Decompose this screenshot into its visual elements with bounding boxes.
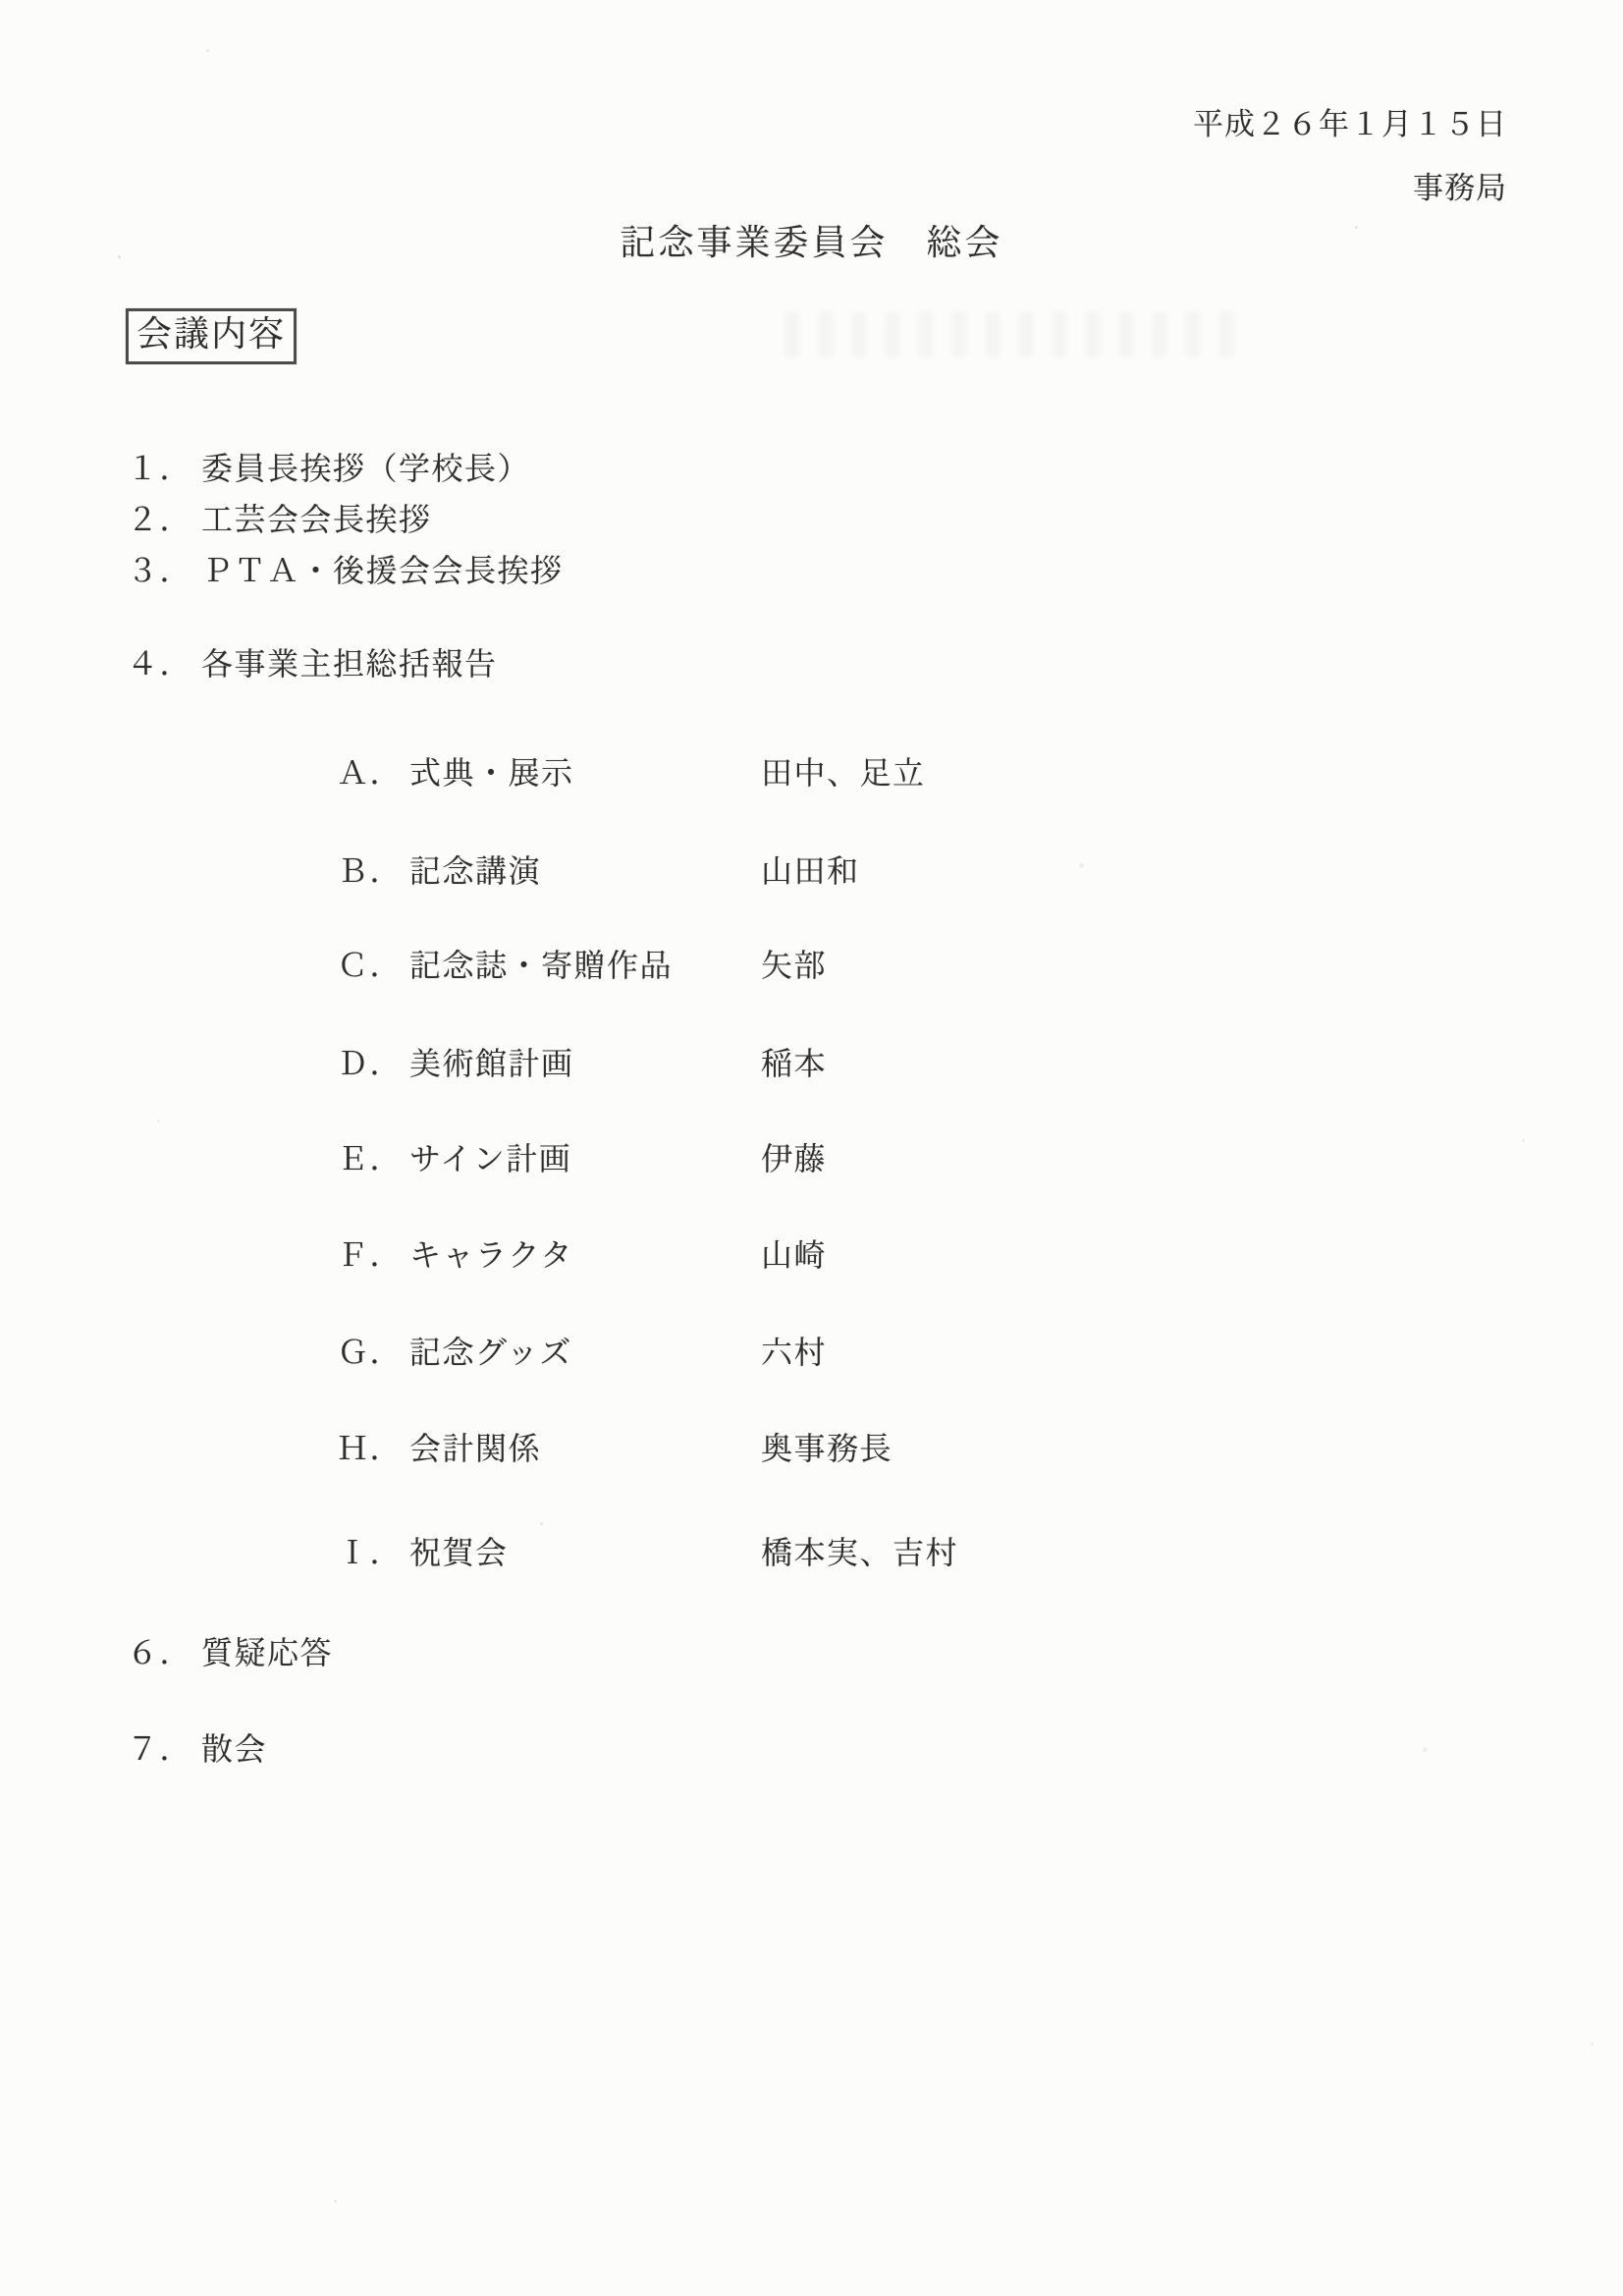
report-letter: Ｈ． — [337, 1431, 404, 1466]
report-row-g — [337, 1328, 1417, 1373]
agenda-item-number: ３． — [127, 553, 193, 588]
report-task: 美術館計画 — [409, 1046, 574, 1081]
report-person: 奥事務長 — [761, 1431, 893, 1466]
report-letter: Ｉ． — [337, 1535, 404, 1570]
agenda-item-3 — [127, 546, 564, 591]
report-row-i — [337, 1528, 1417, 1573]
report-task: サイン計画 — [409, 1141, 572, 1176]
report-row-h — [337, 1424, 1417, 1469]
report-person: 稲本 — [761, 1046, 828, 1081]
report-letter: Ｃ． — [337, 948, 404, 983]
report-letter: Ｆ． — [337, 1237, 404, 1273]
section-label: 会議内容 — [136, 314, 287, 354]
report-row-b — [337, 847, 1417, 892]
agenda-item-text: ＰＴＡ・後援会会長挨拶 — [201, 553, 564, 588]
document-office: 事務局 — [1413, 171, 1507, 205]
agenda-item-text: 工芸会会長挨拶 — [201, 502, 432, 537]
agenda-item-number: ４． — [127, 646, 193, 682]
report-person: 橋本実、吉村 — [761, 1535, 959, 1570]
agenda-item-text: 委員長挨拶（学校長） — [201, 451, 531, 486]
agenda-item-number: ７． — [127, 1731, 193, 1767]
report-task: 記念誌・寄贈作品 — [409, 948, 674, 983]
agenda-item-number: １． — [127, 451, 193, 486]
report-person: 田中、足立 — [761, 755, 926, 791]
report-task: キャラクタ — [409, 1237, 573, 1273]
report-letter: Ｅ． — [337, 1141, 404, 1176]
report-row-c — [337, 941, 1417, 986]
report-person: 伊藤 — [761, 1141, 828, 1176]
agenda-item-text: 各事業主担総括報告 — [201, 646, 498, 682]
agenda-item-number: ２． — [127, 502, 193, 537]
report-letter: Ｄ． — [337, 1046, 404, 1081]
report-task: 祝賀会 — [409, 1535, 509, 1570]
report-row-d — [337, 1039, 1417, 1084]
agenda-item-number: ６． — [127, 1635, 193, 1670]
report-row-f — [337, 1230, 1417, 1276]
report-person: 矢部 — [761, 948, 828, 983]
report-row-a — [337, 748, 1417, 793]
section-label-box — [126, 308, 297, 364]
agenda-item-text: 散会 — [201, 1731, 268, 1767]
scan-bleed-through — [785, 312, 1247, 357]
report-letter: Ｇ． — [337, 1335, 404, 1370]
document-date: 平成２６年１月１５日 — [1193, 107, 1507, 141]
report-task: 記念グッズ — [409, 1335, 572, 1370]
agenda-item-7 — [127, 1724, 267, 1770]
report-person: 六村 — [761, 1335, 828, 1370]
agenda-item-1 — [127, 444, 530, 489]
report-row-e — [337, 1134, 1417, 1179]
report-task: 記念講演 — [409, 853, 542, 889]
agenda-item-4 — [127, 639, 498, 684]
agenda-item-6 — [127, 1628, 333, 1673]
report-person: 山田和 — [761, 853, 860, 889]
report-task: 会計関係 — [409, 1431, 542, 1466]
report-letter: Ｂ． — [337, 853, 404, 889]
page-title: 記念事業委員会 総会 — [620, 223, 1003, 262]
report-person: 山崎 — [761, 1237, 828, 1273]
agenda-item-2 — [127, 495, 432, 540]
report-task: 式典・展示 — [409, 755, 574, 791]
agenda-item-text: 質疑応答 — [201, 1635, 334, 1670]
report-letter: Ａ． — [337, 755, 404, 791]
